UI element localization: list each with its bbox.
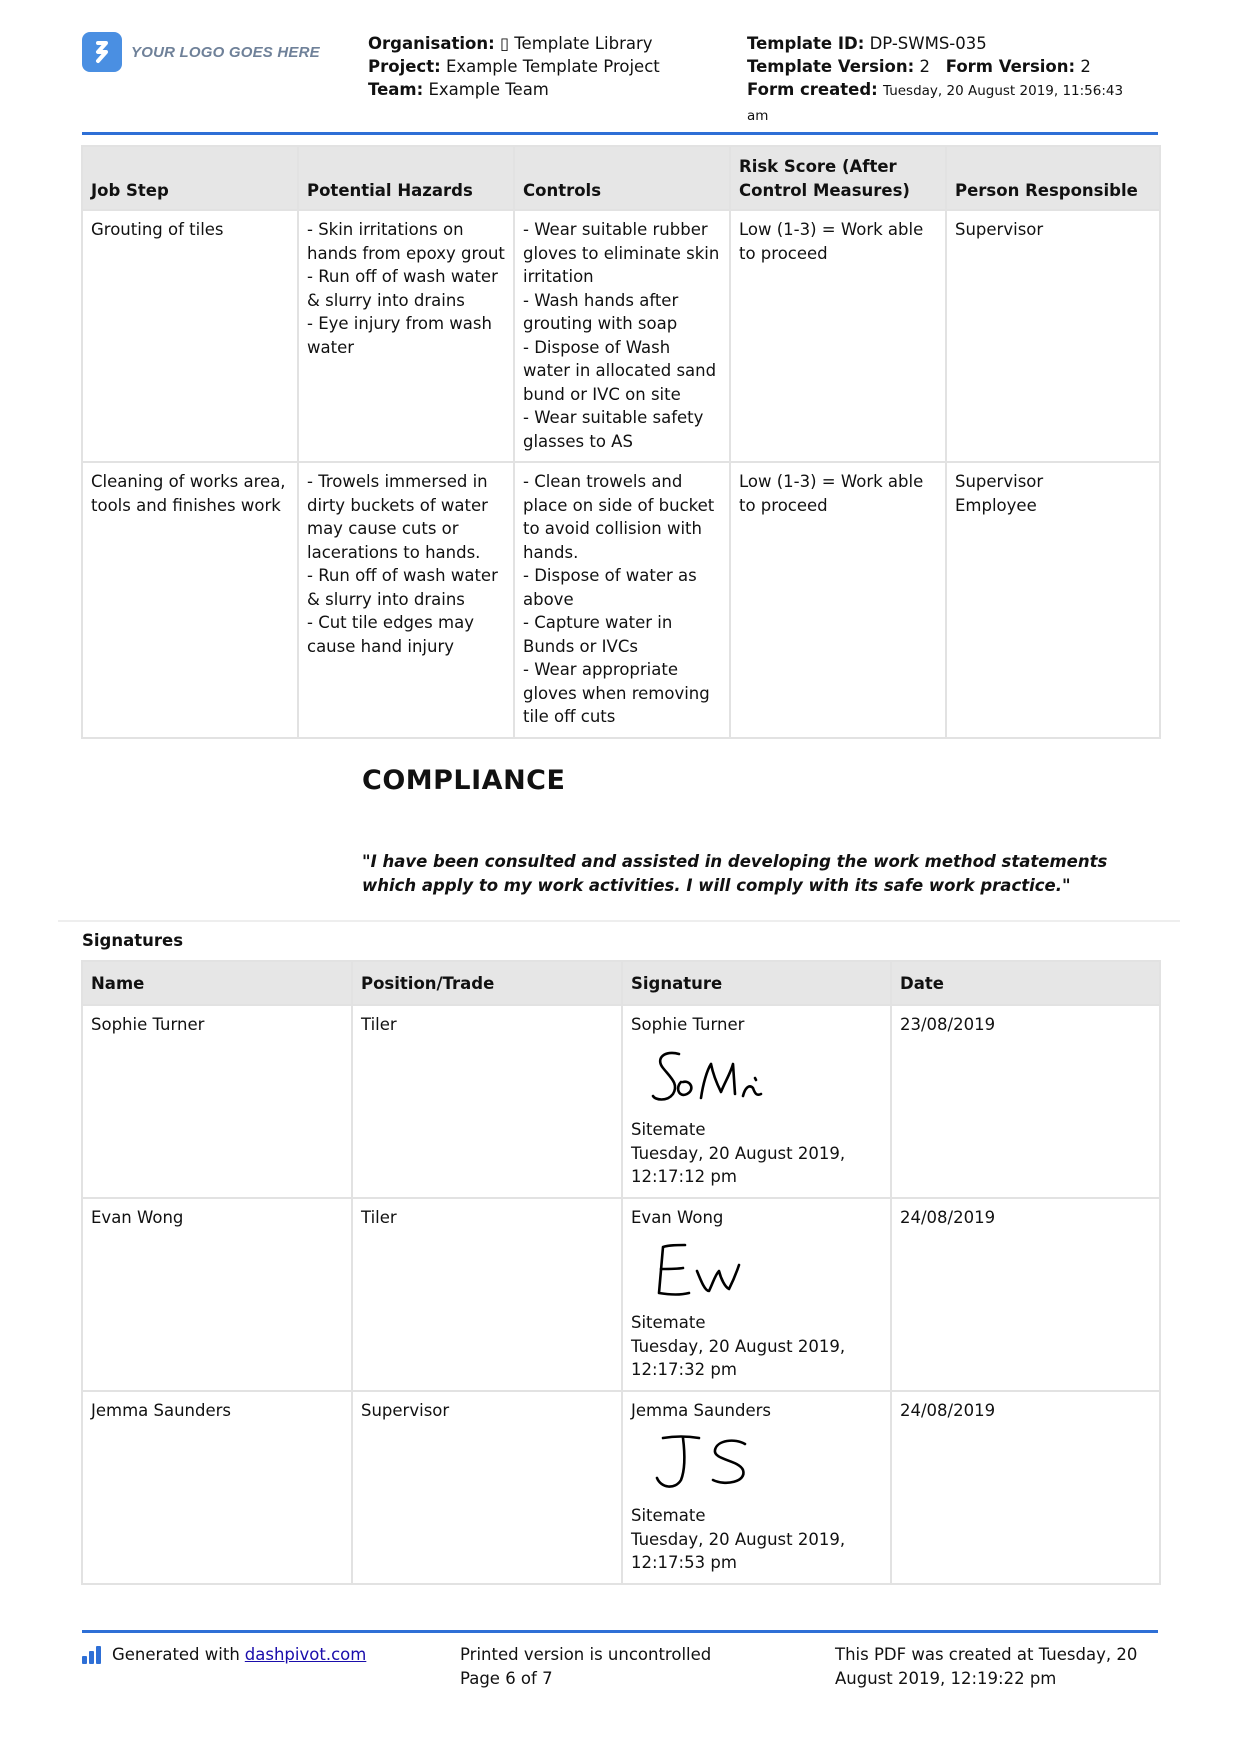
job-step-cell: Cleaning of works area, tools and finishes work [82,462,298,738]
uncontrolled-note: Printed version is uncontrolled [460,1645,712,1664]
signature-timestamp: Tuesday, 20 August 2019, 12:17:53 pm [631,1529,846,1572]
col-header-risk-score: Risk Score (After Control Measures) [730,146,946,210]
compliance-statement: "I have been consulted and assisted in developing the work method statements which apply to my work activities. I will comply with its safe work practice." [362,852,1108,895]
table-row [82,1005,1160,1198]
signer-name: Evan Wong [631,1207,724,1227]
col-header-controls: Controls [514,146,730,210]
table-row [82,1198,1160,1391]
signature-cell [622,1198,891,1391]
name-cell: Sophie Turner [82,1005,352,1198]
form-created-line: Form created: Tuesday, 20 August 2019, 11:56:43 am [747,80,1124,124]
signature-cell [622,1005,891,1198]
hazards-cell: - Trowels immersed in dirty buckets of water may cause cuts or lacerations to hands. - Run off of wash water & slurry into drains - Cut tile edges may cause hand injury [298,462,514,738]
signer-name: Jemma Saunders [631,1400,772,1420]
dashpivot-bars-icon [82,1646,103,1664]
col-header-job-step: Job Step [82,146,298,210]
signature-source: Sitemate [631,1506,706,1525]
table-row [82,210,1160,462]
compliance-title: COMPLIANCE [362,765,566,796]
col-header-position: Position/Trade [352,961,622,1005]
position-cell: Supervisor [352,1391,622,1584]
risk-table-header [82,146,1160,210]
signature-image [649,1044,799,1110]
logo-mark-icon [82,32,122,72]
date-cell: 24/08/2019 [891,1198,1160,1391]
risk-score-cell: Low (1-3) = Work able to proceed [730,210,946,462]
template-info [747,32,1147,128]
name-cell: Jemma Saunders [82,1391,352,1584]
page-header [82,28,1162,136]
table-row [82,462,1160,738]
person-cell: Supervisor Employee [946,462,1160,738]
generated-label: Generated with [112,1645,240,1664]
dashpivot-link[interactable]: dashpivot.com [244,1645,367,1664]
signature-cell [622,1391,891,1584]
col-header-date: Date [891,961,1160,1005]
col-header-name: Name [82,961,352,1005]
col-header-person: Person Responsible [946,146,1160,210]
name-cell: Evan Wong [82,1198,352,1391]
signature-timestamp: Tuesday, 20 August 2019, 12:17:12 pm [631,1143,846,1186]
date-cell: 24/08/2019 [891,1391,1160,1584]
job-step-cell: Grouting of tiles [82,210,298,462]
signature-image [649,1430,799,1496]
footer-divider [82,1630,1158,1633]
footer-center [460,1643,711,1690]
logo-text: YOUR LOGO GOES HERE [131,43,320,61]
risk-table [81,145,1161,739]
controls-cell: - Clean trowels and place on side of bucket to avoid collision with hands. - Dispose of water as above - Capture water in Bunds or IVCs - Wear appropriate gloves when removing tile off cuts [514,462,730,738]
page-number: Page 6 of 7 [460,1668,553,1688]
signature-image [649,1237,799,1303]
template-id-line: Template ID: DP-SWMS-035 [747,34,987,53]
signatures-table-header [82,961,1160,1005]
signatures-table [81,960,1161,1585]
position-cell: Tiler [352,1005,622,1198]
section-divider [58,920,1180,922]
table-row [82,1391,1160,1584]
col-header-signature: Signature [622,961,891,1005]
signature-source: Sitemate [631,1313,706,1332]
date-cell: 23/08/2019 [891,1005,1160,1198]
signatures-heading: Signatures [82,931,184,950]
team-line: Team: Example Team [368,80,549,99]
header-divider [82,132,1158,135]
col-header-hazards: Potential Hazards [298,146,514,210]
controls-cell: - Wear suitable rubber gloves to eliminate skin irritation - Wash hands after grouting with soap - Dispose of Wash water in allocated sand bund or IVC on site - Wear suitable safety glasses to AS [514,210,730,462]
version-line: Template Version: 2 Form Version: 2 [747,57,1091,76]
org-info [368,32,660,101]
person-cell: Supervisor [946,210,1160,462]
signature-timestamp: Tuesday, 20 August 2019, 12:17:32 pm [631,1336,846,1379]
generated-with [82,1643,366,1667]
organisation-line: Organisation: ▯ Template Library [368,34,653,53]
risk-score-cell: Low (1-3) = Work able to proceed [730,462,946,738]
pdf-created-note: This PDF was created at Tuesday, 20 August 2019, 12:19:22 pm [835,1645,1138,1688]
hazards-cell: - Skin irritations on hands from epoxy grout - Run off of wash water & slurry into drains - Eye injury from wash water [298,210,514,462]
signer-name: Sophie Turner [631,1014,745,1034]
company-logo [82,32,320,72]
position-cell: Tiler [352,1198,622,1391]
signature-source: Sitemate [631,1120,706,1139]
project-line: Project: Example Template Project [368,57,660,76]
